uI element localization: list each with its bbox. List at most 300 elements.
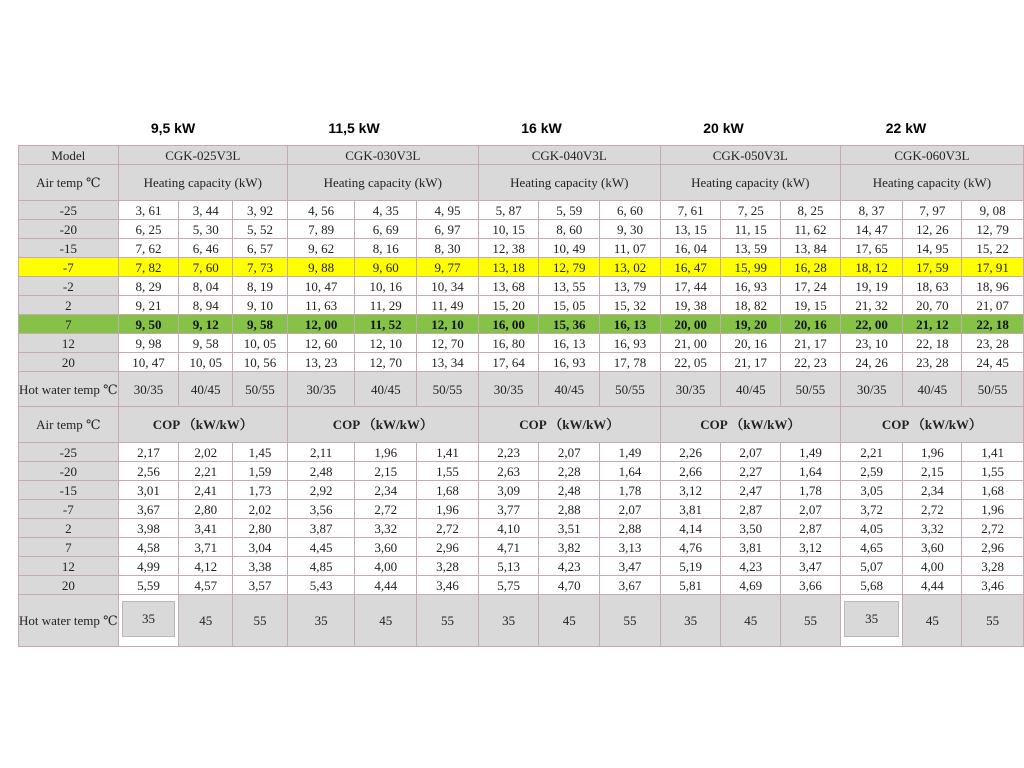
- heating-value: 17, 64: [478, 353, 539, 372]
- heating-value: 23, 28: [903, 353, 962, 372]
- cop-value: 1,45: [233, 443, 288, 462]
- cop-value: 3,04: [233, 538, 288, 557]
- heating-value: 15, 36: [539, 315, 600, 334]
- heating-value: 8, 25: [781, 201, 841, 220]
- hot-water-label: Hot water temp ℃: [19, 595, 119, 647]
- heating-capacity-header: Heating capacity (kW): [840, 165, 1023, 201]
- cop-value: 2,56: [118, 462, 179, 481]
- cop-value: 5,59: [118, 576, 179, 595]
- heating-value: 8, 04: [179, 277, 233, 296]
- heating-value: 7, 73: [233, 258, 288, 277]
- cop-value: 5,68: [840, 576, 903, 595]
- water-temp-value: 45: [355, 595, 417, 647]
- cop-value: 4,85: [287, 557, 355, 576]
- heating-value: 15, 99: [721, 258, 781, 277]
- cop-value: 5,81: [660, 576, 721, 595]
- heating-value: 6, 60: [600, 201, 661, 220]
- air-temp-value: 20: [19, 353, 119, 372]
- air-temp-value: -15: [19, 239, 119, 258]
- air-temp-value: -7: [19, 258, 119, 277]
- heating-value: 8, 19: [233, 277, 288, 296]
- cop-value: 3,67: [118, 500, 179, 519]
- cop-value: 5,19: [660, 557, 721, 576]
- heating-capacity-header: Heating capacity (kW): [660, 165, 840, 201]
- heating-value: 8, 60: [539, 220, 600, 239]
- table-row: [19, 576, 1024, 595]
- table-row: [19, 372, 1024, 407]
- heating-value: 9, 58: [233, 315, 288, 334]
- cop-value: 2,15: [355, 462, 417, 481]
- cop-value: 4,65: [840, 538, 903, 557]
- heating-value: 7, 25: [721, 201, 781, 220]
- cop-value: 4,23: [539, 557, 600, 576]
- cop-value: 5,07: [840, 557, 903, 576]
- cop-value: 1,68: [962, 481, 1024, 500]
- power-label-2: 11,5 kW: [328, 120, 380, 136]
- water-temp-value: 55: [781, 595, 841, 647]
- water-temp-value: 35: [844, 601, 900, 637]
- cop-value: 1,59: [233, 462, 288, 481]
- cop-value: 2,34: [355, 481, 417, 500]
- heating-value: 10, 05: [179, 353, 233, 372]
- heating-value: 13, 68: [478, 277, 539, 296]
- cop-value: 1,78: [781, 481, 841, 500]
- table-row: [19, 595, 1024, 647]
- heating-value: 11, 63: [287, 296, 355, 315]
- cop-value: 3,67: [600, 576, 661, 595]
- heating-value: 13, 23: [287, 353, 355, 372]
- heating-value: 16, 13: [539, 334, 600, 353]
- cop-header: COP （kW/kW）: [287, 407, 478, 443]
- cop-value: 4,00: [355, 557, 417, 576]
- air-temp-value: -2: [19, 277, 119, 296]
- heating-value: 12, 00: [287, 315, 355, 334]
- cop-value: 4,14: [660, 519, 721, 538]
- air-temp-value: -25: [19, 443, 119, 462]
- heating-value: 17, 44: [660, 277, 721, 296]
- heating-value: 12, 38: [478, 239, 539, 258]
- table-row: [19, 519, 1024, 538]
- cop-value: 2,88: [539, 500, 600, 519]
- heating-value: 11, 62: [781, 220, 841, 239]
- power-label-5: 22 kW: [885, 120, 927, 136]
- heating-value: 21, 12: [903, 315, 962, 334]
- cop-value: 1,55: [962, 462, 1024, 481]
- heating-value: 8, 30: [417, 239, 479, 258]
- heating-value: 13, 02: [600, 258, 661, 277]
- power-label-4: 20 kW: [703, 120, 744, 136]
- heating-value: 13, 18: [478, 258, 539, 277]
- cop-value: 1,73: [233, 481, 288, 500]
- water-temp-value: 35: [660, 595, 721, 647]
- heating-value: 22, 00: [840, 315, 903, 334]
- heating-value: 21, 17: [721, 353, 781, 372]
- cop-value: 2,92: [287, 481, 355, 500]
- heating-value: 7, 60: [179, 258, 233, 277]
- cop-value: 4,12: [179, 557, 233, 576]
- heating-value: 9, 08: [962, 201, 1024, 220]
- cop-value: 3,77: [478, 500, 539, 519]
- cop-value: 3,46: [962, 576, 1024, 595]
- water-temp-value: 55: [600, 595, 661, 647]
- heating-value: 23, 10: [840, 334, 903, 353]
- heating-value: 5, 30: [179, 220, 233, 239]
- heating-value: 18, 12: [840, 258, 903, 277]
- heating-value: 7, 97: [903, 201, 962, 220]
- cop-value: 1,64: [781, 462, 841, 481]
- heating-value: 10, 16: [355, 277, 417, 296]
- air-temp-value: 12: [19, 557, 119, 576]
- cop-value: 3,81: [721, 538, 781, 557]
- heating-value: 11, 29: [355, 296, 417, 315]
- heating-capacity-header: Heating capacity (kW): [118, 165, 287, 201]
- cop-value: 1,68: [417, 481, 479, 500]
- table-row: [19, 277, 1024, 296]
- heating-value: 22, 23: [781, 353, 841, 372]
- table-row: [19, 201, 1024, 220]
- heating-value: 13, 34: [417, 353, 479, 372]
- heating-value: 7, 61: [660, 201, 721, 220]
- air-temp-value: 12: [19, 334, 119, 353]
- table-row: [19, 220, 1024, 239]
- model-name-1: CGK-025V3L: [118, 146, 287, 165]
- water-temp-value: 50/55: [233, 372, 288, 407]
- water-temp-value: 45: [903, 595, 962, 647]
- water-temp-cell: [118, 595, 179, 647]
- water-temp-value: 30/35: [840, 372, 903, 407]
- heating-value: 16, 13: [600, 315, 661, 334]
- model-name-2: CGK-030V3L: [287, 146, 478, 165]
- heating-value: 21, 17: [781, 334, 841, 353]
- cop-value: 3,09: [478, 481, 539, 500]
- model-label: Model: [19, 146, 119, 165]
- cop-value: 2,27: [721, 462, 781, 481]
- cop-value: 2,72: [355, 500, 417, 519]
- cop-value: 2,87: [781, 519, 841, 538]
- heating-value: 16, 80: [478, 334, 539, 353]
- cop-value: 2,96: [962, 538, 1024, 557]
- heating-value: 16, 47: [660, 258, 721, 277]
- cop-value: 2,21: [840, 443, 903, 462]
- water-temp-value: 55: [962, 595, 1024, 647]
- heating-value: 9, 60: [355, 258, 417, 277]
- table-row: [19, 500, 1024, 519]
- cop-value: 2,80: [179, 500, 233, 519]
- cop-value: 2,41: [179, 481, 233, 500]
- power-label-3: 16 kW: [521, 120, 562, 136]
- cop-value: 3,47: [781, 557, 841, 576]
- cop-value: 1,55: [417, 462, 479, 481]
- heating-value: 9, 58: [179, 334, 233, 353]
- cop-value: 4,05: [840, 519, 903, 538]
- water-temp-value: 50/55: [962, 372, 1024, 407]
- heating-value: 18, 63: [903, 277, 962, 296]
- heating-value: 20, 16: [721, 334, 781, 353]
- heating-value: 17, 65: [840, 239, 903, 258]
- cop-value: 3,81: [660, 500, 721, 519]
- heating-value: 10, 47: [118, 353, 179, 372]
- heating-value: 24, 26: [840, 353, 903, 372]
- heating-value: 22, 18: [962, 315, 1024, 334]
- cop-value: 3,72: [840, 500, 903, 519]
- heating-value: 16, 04: [660, 239, 721, 258]
- table-row: [19, 462, 1024, 481]
- heating-value: 17, 91: [962, 258, 1024, 277]
- water-temp-value: 55: [233, 595, 288, 647]
- air-temp-value: 20: [19, 576, 119, 595]
- heating-value: 18, 96: [962, 277, 1024, 296]
- cop-header: COP （kW/kW）: [660, 407, 840, 443]
- heating-value: 6, 46: [179, 239, 233, 258]
- heating-value: 11, 07: [600, 239, 661, 258]
- table-row: [19, 315, 1024, 334]
- cop-value: 2,23: [478, 443, 539, 462]
- cop-value: 3,46: [417, 576, 479, 595]
- table-row: [19, 481, 1024, 500]
- heating-value: 9, 10: [233, 296, 288, 315]
- heating-value: 6, 25: [118, 220, 179, 239]
- cop-value: 2,72: [962, 519, 1024, 538]
- cop-value: 3,13: [600, 538, 661, 557]
- cop-value: 3,51: [539, 519, 600, 538]
- cop-value: 2,11: [287, 443, 355, 462]
- table-row: [19, 407, 1024, 443]
- cop-value: 4,58: [118, 538, 179, 557]
- air-temp-value: -7: [19, 500, 119, 519]
- heating-value: 7, 82: [118, 258, 179, 277]
- cop-value: 2,87: [721, 500, 781, 519]
- water-temp-value: 30/35: [660, 372, 721, 407]
- cop-value: 3,12: [660, 481, 721, 500]
- cop-value: 3,60: [355, 538, 417, 557]
- cop-value: 1,64: [600, 462, 661, 481]
- cop-value: 1,96: [962, 500, 1024, 519]
- cop-value: 2,88: [600, 519, 661, 538]
- water-temp-value: 40/45: [721, 372, 781, 407]
- heating-value: 10, 49: [539, 239, 600, 258]
- cop-value: 3,66: [781, 576, 841, 595]
- model-name-5: CGK-060V3L: [840, 146, 1023, 165]
- cop-value: 3,41: [179, 519, 233, 538]
- water-temp-value: 30/35: [478, 372, 539, 407]
- cop-value: 3,32: [903, 519, 962, 538]
- cop-value: 2,21: [179, 462, 233, 481]
- heating-value: 14, 95: [903, 239, 962, 258]
- water-temp-value: 35: [478, 595, 539, 647]
- heating-value: 13, 15: [660, 220, 721, 239]
- heating-value: 8, 94: [179, 296, 233, 315]
- water-temp-value: 55: [417, 595, 479, 647]
- cop-value: 5,13: [478, 557, 539, 576]
- spec-table: [18, 145, 1024, 647]
- model-name-3: CGK-040V3L: [478, 146, 660, 165]
- air-temp-value: -25: [19, 201, 119, 220]
- table-row: [19, 334, 1024, 353]
- air-temp-value: 2: [19, 519, 119, 538]
- water-temp-value: 45: [539, 595, 600, 647]
- cop-value: 3,32: [355, 519, 417, 538]
- cop-header: COP （kW/kW）: [478, 407, 660, 443]
- heating-value: 9, 62: [287, 239, 355, 258]
- cop-value: 2,07: [539, 443, 600, 462]
- heating-value: 21, 32: [840, 296, 903, 315]
- cop-value: 3,87: [287, 519, 355, 538]
- heating-value: 9, 77: [417, 258, 479, 277]
- cop-value: 2,59: [840, 462, 903, 481]
- water-temp-value: 45: [721, 595, 781, 647]
- air-temp-label: Air temp ℃: [19, 407, 119, 443]
- cop-value: 2,26: [660, 443, 721, 462]
- heating-value: 13, 59: [721, 239, 781, 258]
- cop-value: 2,48: [287, 462, 355, 481]
- heating-value: 19, 20: [721, 315, 781, 334]
- heating-value: 15, 20: [478, 296, 539, 315]
- cop-value: 5,75: [478, 576, 539, 595]
- heating-value: 21, 00: [660, 334, 721, 353]
- water-temp-value: 30/35: [118, 372, 179, 407]
- cop-value: 4,69: [721, 576, 781, 595]
- cop-value: 4,23: [721, 557, 781, 576]
- cop-value: 2,72: [903, 500, 962, 519]
- heating-value: 18, 82: [721, 296, 781, 315]
- heating-value: 11, 15: [721, 220, 781, 239]
- heating-value: 10, 05: [233, 334, 288, 353]
- cop-header: COP （kW/kW）: [840, 407, 1023, 443]
- cop-value: 2,07: [600, 500, 661, 519]
- heating-value: 12, 70: [355, 353, 417, 372]
- water-temp-value: 45: [179, 595, 233, 647]
- cop-value: 2,07: [721, 443, 781, 462]
- cop-value: 3,38: [233, 557, 288, 576]
- table-row: [19, 353, 1024, 372]
- water-temp-value: 40/45: [179, 372, 233, 407]
- heating-value: 23, 28: [962, 334, 1024, 353]
- heating-value: 9, 12: [179, 315, 233, 334]
- heating-value: 10, 56: [233, 353, 288, 372]
- hot-water-label: Hot water temp ℃: [19, 372, 119, 407]
- cop-value: 1,41: [417, 443, 479, 462]
- heating-value: 17, 78: [600, 353, 661, 372]
- heating-value: 12, 79: [962, 220, 1024, 239]
- cop-value: 1,49: [781, 443, 841, 462]
- heating-value: 12, 70: [417, 334, 479, 353]
- air-temp-value: 2: [19, 296, 119, 315]
- heating-value: 5, 52: [233, 220, 288, 239]
- water-temp-value: 40/45: [903, 372, 962, 407]
- cop-value: 4,70: [539, 576, 600, 595]
- cop-value: 2,80: [233, 519, 288, 538]
- cop-value: 4,10: [478, 519, 539, 538]
- cop-value: 3,71: [179, 538, 233, 557]
- heating-capacity-header: Heating capacity (kW): [478, 165, 660, 201]
- table-row: [19, 239, 1024, 258]
- cop-value: 2,34: [903, 481, 962, 500]
- cop-value: 2,72: [417, 519, 479, 538]
- cop-header: COP （kW/kW）: [118, 407, 287, 443]
- heating-value: 12, 60: [287, 334, 355, 353]
- cop-value: 3,28: [417, 557, 479, 576]
- cop-value: 2,02: [179, 443, 233, 462]
- table-row: [19, 557, 1024, 576]
- air-temp-value: -20: [19, 220, 119, 239]
- cop-value: 3,47: [600, 557, 661, 576]
- cop-value: 1,96: [417, 500, 479, 519]
- water-temp-value: 50/55: [417, 372, 479, 407]
- water-temp-value: 30/35: [287, 372, 355, 407]
- heating-value: 20, 00: [660, 315, 721, 334]
- water-temp-value: 35: [287, 595, 355, 647]
- heating-value: 12, 26: [903, 220, 962, 239]
- cop-value: 1,96: [355, 443, 417, 462]
- cop-value: 4,44: [355, 576, 417, 595]
- water-temp-value: 50/55: [781, 372, 841, 407]
- heating-value: 7, 89: [287, 220, 355, 239]
- table-row: [19, 146, 1024, 165]
- heating-value: 10, 47: [287, 277, 355, 296]
- heating-value: 9, 98: [118, 334, 179, 353]
- table-row: [19, 165, 1024, 201]
- water-temp-cell: [840, 595, 903, 647]
- cop-value: 2,48: [539, 481, 600, 500]
- water-temp-value: 40/45: [355, 372, 417, 407]
- cop-value: 5,43: [287, 576, 355, 595]
- cop-value: 2,15: [903, 462, 962, 481]
- air-temp-value: -20: [19, 462, 119, 481]
- heating-value: 10, 15: [478, 220, 539, 239]
- heating-value: 7, 62: [118, 239, 179, 258]
- water-temp-value: 35: [122, 601, 176, 637]
- cop-value: 2,17: [118, 443, 179, 462]
- heating-value: 20, 70: [903, 296, 962, 315]
- heating-capacity-header: Heating capacity (kW): [287, 165, 478, 201]
- cop-value: 3,60: [903, 538, 962, 557]
- air-temp-value: 7: [19, 538, 119, 557]
- heating-value: 11, 49: [417, 296, 479, 315]
- heating-value: 19, 15: [781, 296, 841, 315]
- cop-value: 4,57: [179, 576, 233, 595]
- heating-value: 11, 52: [355, 315, 417, 334]
- heating-value: 9, 88: [287, 258, 355, 277]
- heating-value: 13, 55: [539, 277, 600, 296]
- heating-value: 22, 05: [660, 353, 721, 372]
- cop-value: 3,98: [118, 519, 179, 538]
- heating-value: 12, 79: [539, 258, 600, 277]
- heating-value: 12, 10: [355, 334, 417, 353]
- cop-value: 1,49: [600, 443, 661, 462]
- air-temp-value: 7: [19, 315, 119, 334]
- cop-value: 2,02: [233, 500, 288, 519]
- cop-value: 4,44: [903, 576, 962, 595]
- heating-value: 4, 35: [355, 201, 417, 220]
- cop-value: 4,76: [660, 538, 721, 557]
- cop-value: 3,50: [721, 519, 781, 538]
- heating-value: 14, 47: [840, 220, 903, 239]
- cop-value: 2,47: [721, 481, 781, 500]
- heating-value: 21, 07: [962, 296, 1024, 315]
- heating-value: 8, 16: [355, 239, 417, 258]
- heating-value: 3, 92: [233, 201, 288, 220]
- cop-value: 2,96: [417, 538, 479, 557]
- water-temp-value: 40/45: [539, 372, 600, 407]
- cop-value: 2,66: [660, 462, 721, 481]
- heating-value: 15, 05: [539, 296, 600, 315]
- heating-value: 15, 22: [962, 239, 1024, 258]
- cop-value: 2,63: [478, 462, 539, 481]
- heating-value: 13, 84: [781, 239, 841, 258]
- heating-value: 9, 30: [600, 220, 661, 239]
- cop-value: 3,28: [962, 557, 1024, 576]
- heating-value: 22, 18: [903, 334, 962, 353]
